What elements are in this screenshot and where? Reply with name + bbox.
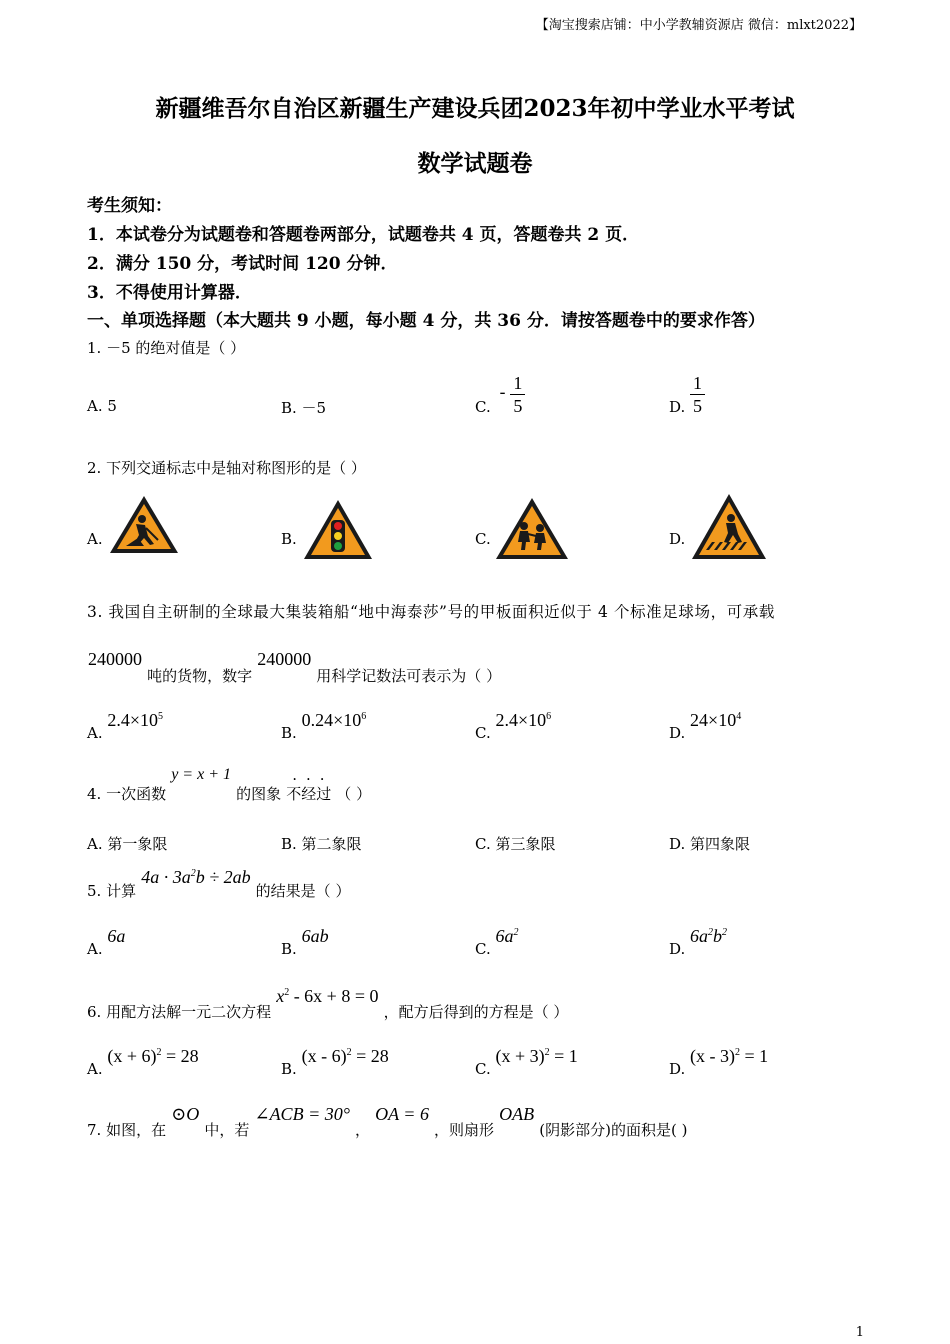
q5-option-a [87,926,125,958]
q1-option-c [475,372,525,417]
q1-option-a: A. 5 [87,397,117,415]
q6-option-b [281,1046,389,1078]
q3-option-c-label: C. [475,724,491,742]
q4-option-a: A. 第一象限 [87,835,168,853]
q6-option-b-exp: 2 [346,1047,352,1058]
q3-option-c-base: 2.4×10 [495,710,547,730]
q6-option-d-exp: 2 [735,1047,741,1058]
q6-option-b-label: B. [281,1060,297,1078]
q1-option-c-label: C. [475,398,491,416]
notice-item-3: 3．不得使用计算器． [87,283,252,303]
q3-option-c-value [496,710,552,730]
q6-option-d-paren: (x - 3) [690,1046,736,1066]
q6-option-a-exp: 2 [156,1047,162,1058]
q6-equation [276,986,378,1006]
notice-item-1: 1．本试卷分为试题卷和答题卷两部分，试题卷共 4 页，答题卷共 2 页． [87,225,640,245]
section1-heading: 一、单项选择题（本大题共 9 小题，每小题 4 分，共 36 分．请按答题卷中的要求作答） [87,311,765,331]
q4-emphasis-text: 不经过 [286,785,332,803]
q2-option-a-label: A. [87,530,103,548]
q6-eq-exp: 2 [284,987,290,998]
q5-expr-tail: b ÷ 2ab [195,867,251,887]
q3-option-b [281,710,366,742]
q4-prefix: 4. 一次函数 [87,785,167,803]
q5-option-d-exp: 2 [708,927,714,938]
q1-option-d-fraction [690,372,705,417]
q1-option-c-denominator: 5 [513,396,523,416]
q1-option-d-label: D. [669,398,686,416]
q4-emphasis-dots: ... [292,766,334,784]
q3-stem-line1: 3. 我国自主研制的全球最大集装箱船“地中海泰莎”号的甲板面积近似于 4 个标准足球场，可承载 [87,603,775,621]
q5-option-d-value [690,926,727,946]
q5-expr-exp: 2 [190,868,196,879]
q5-option-a-label: A. [87,940,103,958]
q1-option-d [669,372,705,417]
q5-option-d-base: 6a [690,926,709,946]
q6-eq-x: x [276,986,285,1006]
q6-option-a [87,1046,199,1078]
q6-option-d-rhs: = 1 [740,1046,769,1066]
q1-option-c-sign: - [499,382,506,403]
q7-mid-1: 中，若 [204,1121,250,1139]
q5-option-c [475,926,519,958]
q1-option-d-denominator: 5 [693,396,703,416]
q6-option-b-paren: (x - 6) [301,1046,347,1066]
q6-option-a-rhs: = 28 [161,1046,199,1066]
header-shop-note: 【淘宝搜索店铺：中小学教辅资源店 微信：mlxt2022】 [535,18,862,33]
q3-option-c [475,710,551,742]
q7-oa: OA = 6 [375,1104,429,1124]
q5-prefix: 5. 计算 [87,882,137,900]
q7-circle: ⊙O [171,1104,200,1124]
q3-option-b-exp: 6 [361,711,367,722]
q6-option-c-label: C. [475,1060,491,1078]
q3-option-c-exp: 6 [546,711,552,722]
q4-option-d: D. 第四象限 [669,835,751,853]
q4-suffix-a: 的图象 [236,785,282,803]
q3-option-d-exp: 4 [736,711,742,722]
q4-option-c: C. 第三象限 [475,835,556,853]
q3-option-a-base: 2.4×10 [107,710,159,730]
q7-angle: ∠ACB = 30° [254,1104,350,1124]
q6-option-b-value [302,1046,389,1066]
q4-emphasis [286,766,334,804]
q3-option-b-label: B. [281,724,297,742]
q3-option-b-base: 0.24×10 [301,710,362,730]
q5-option-b [281,926,329,958]
q6-stem [87,986,568,1022]
q7-prefix: 7. 如图，在 [87,1121,167,1139]
q7-comma: ， [355,1121,371,1139]
q5-option-d-tail-exp: 2 [722,927,728,938]
pedestrian-crossing-sign-icon [690,492,768,562]
q6-option-a-paren: (x + 6) [107,1046,157,1066]
q5-suffix: 的结果是（ ） [255,882,351,900]
q6-option-d-label: D. [669,1060,686,1078]
q5-option-d [669,926,727,958]
q7-suffix: (阴影部分)的面积是( ) [539,1121,688,1139]
q2-option-b-label: B. [281,530,297,548]
q7-sector: OAB [499,1104,535,1124]
q4-option-b: B. 第二象限 [281,835,362,853]
q5-option-d-label: D. [669,940,686,958]
q4-formula: y = x + 1 [171,766,231,783]
q3-number-2: 240000 [257,649,312,669]
q3-option-a-label: A. [87,724,103,742]
q2-stem: 2. 下列交通标志中是轴对称图形的是（ ） [87,459,366,477]
q3-option-a [87,710,163,742]
q6-option-d [669,1046,768,1078]
q6-option-c-rhs: = 1 [549,1046,578,1066]
q5-option-c-value [496,926,519,946]
q5-option-b-label: B. [281,940,297,958]
road-work-sign-icon [108,494,180,556]
q6-option-c-paren: (x + 3) [495,1046,545,1066]
exam-subtitle: 数学试题卷 [417,150,533,177]
q6-option-b-rhs: = 28 [351,1046,389,1066]
q6-eq-rest: - 6x + 8 = 0 [289,986,379,1006]
q5-option-b-value: 6ab [301,926,329,946]
q7-stem [87,1104,687,1140]
q6-option-c-value [496,1046,578,1066]
q5-option-c-exp: 2 [513,927,519,938]
q3-stem-line2 [88,649,501,686]
q3-option-b-value [302,710,367,730]
q5-option-c-base: 6a [495,926,514,946]
notice-item-2: 2．满分 150 分，考试时间 120 分钟． [87,254,398,274]
q2-option-d-label: D. [669,530,686,548]
q6-option-c [475,1046,578,1078]
q3-number-1: 240000 [88,649,142,669]
q5-expr-head: 4a · 3a [141,867,191,887]
q4-suffix-b: （ ） [336,785,372,803]
q7-mid-2: ，则扇形 [434,1121,495,1139]
q3-option-d [669,710,741,742]
q3-text-1: 吨的货物，数字 [147,667,253,685]
children-crossing-sign-icon [494,496,570,562]
q1-option-d-numerator: 1 [690,372,705,395]
q5-stem [87,867,350,901]
q5-option-c-label: C. [475,940,491,958]
q5-expression [141,867,250,887]
q6-option-a-label: A. [87,1060,103,1078]
q5-option-a-value: 6a [107,926,126,946]
q3-text-2: 用科学记数法可表示为（ ） [316,667,502,685]
q3-option-a-exp: 5 [158,711,164,722]
q1-option-c-numerator: 1 [510,372,525,395]
q6-option-d-value [690,1046,768,1066]
notice-heading: 考生须知： [87,196,172,216]
q3-option-a-value [107,710,163,730]
traffic-light-sign-icon [302,498,374,562]
q3-option-d-value [690,710,741,730]
q1-option-b: B. －5 [281,399,327,417]
q4-stem [87,766,371,804]
q6-suffix: ，配方后得到的方程是（ ） [383,1003,569,1021]
q3-option-d-base: 24×10 [690,710,737,730]
exam-title: 新疆维吾尔自治区新疆生产建设兵团2023年初中学业水平考试 [155,95,795,122]
q6-prefix: 6. 用配方法解一元二次方程 [87,1003,272,1021]
q1-option-c-fraction [510,372,525,417]
q5-option-d-tail: b [713,926,723,946]
q6-option-a-value [107,1046,198,1066]
q6-option-c-exp: 2 [544,1047,550,1058]
page-number: 1 [855,1325,864,1340]
q1-stem: 1. －5 的绝对值是（ ） [87,339,246,357]
q3-option-d-label: D. [669,724,686,742]
q2-option-c-label: C. [475,530,491,548]
